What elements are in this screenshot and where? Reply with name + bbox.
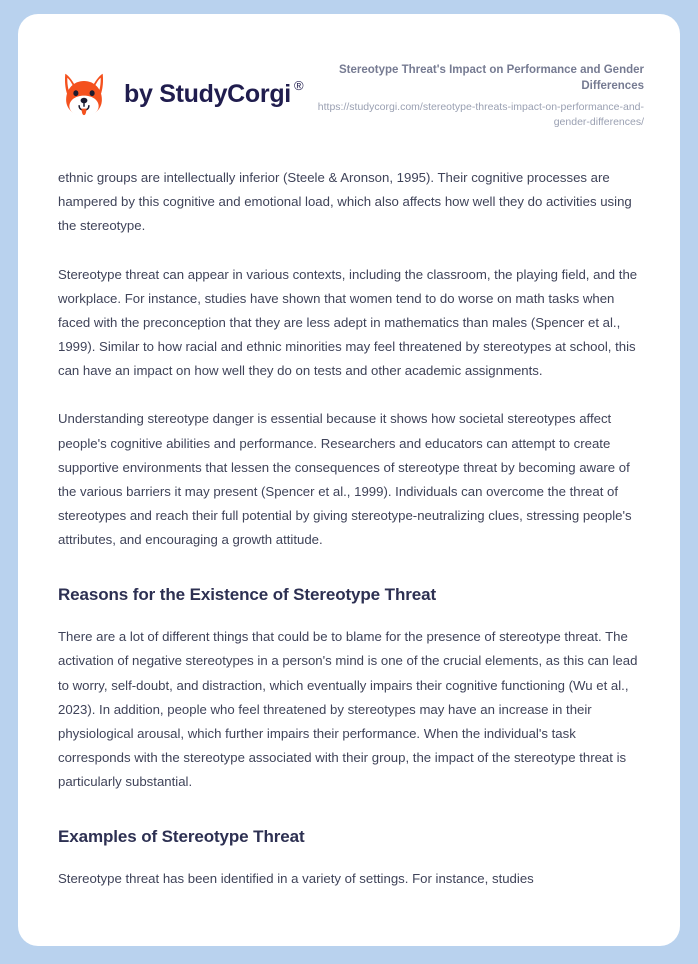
document-title: Stereotype Threat's Impact on Performance and Gender Differences <box>338 64 644 93</box>
body-paragraph: Stereotype threat has been identified in a variety of settings. For instance, studies <box>58 871 534 887</box>
corgi-face-icon <box>58 68 110 120</box>
registered-trademark-icon: ® <box>293 78 304 94</box>
body-paragraph: ethnic groups are intellectually inferior (Steele & Aronson, 1995). Their cognitive processes are hampered by this cognitive and emotional load, which also affects how well they do activities using the stereotype. <box>58 170 632 234</box>
brand-wordmark <box>124 80 303 109</box>
document-page-card <box>18 14 680 946</box>
document-body <box>18 166 680 891</box>
brand-logo <box>58 60 303 120</box>
section-heading: Examples of Stereotype Threat <box>58 827 305 847</box>
brand-wordmark-text: by StudyCorgi <box>124 79 291 108</box>
document-meta <box>303 60 644 130</box>
body-paragraph: There are a lot of different things that could be to blame for the presence of stereotype threat. The activation of negative stereotypes in a person's mind is one of the crucial elements, as this can lead to worry, self-doubt, and distraction, which eventually impairs their cognitive functioning (Wu et al., 2023). In addition, people who feel threatened by stereotypes may have an increase in their physiological arousal, which further impairs their performance. When the individual's task corresponds with the stereotype associated with their group, the impact of the stereotype threat is particularly substantial. <box>58 629 638 790</box>
document-url[interactable]: https://studycorgi.com/stereotype-threats-impact-on-performance-and-gender-differences/ <box>317 100 644 128</box>
body-paragraph: Stereotype threat can appear in various contexts, including the classroom, the playing field, and the workplace. For instance, studies have shown that women tend to do worse on math tasks when faced with the preconception that they are less adept in mathematics than males (Spencer et al., 1999). Similar to how racial and ethnic minorities may feel threatened by stereotypes at school, this can have an impact on how well they do on tests and other academic assignments. <box>58 266 638 379</box>
body-paragraph: Understanding stereotype danger is essential because it shows how societal stereotypes affect people's cognitive abilities and performance. Researchers and educators can attempt to create supportive environments that lessen the consequences of stereotype threat by becoming aware of the various barriers it may present (Spencer et al., 1999). Individuals can overcome the threat of stereotypes and reach their full potential by giving stereotype-neutralizing clues, stressing people's attributes, and encouraging a growth attitude. <box>58 411 632 548</box>
document-header <box>18 14 680 130</box>
section-heading: Reasons for the Existence of Stereotype Threat <box>58 585 437 605</box>
